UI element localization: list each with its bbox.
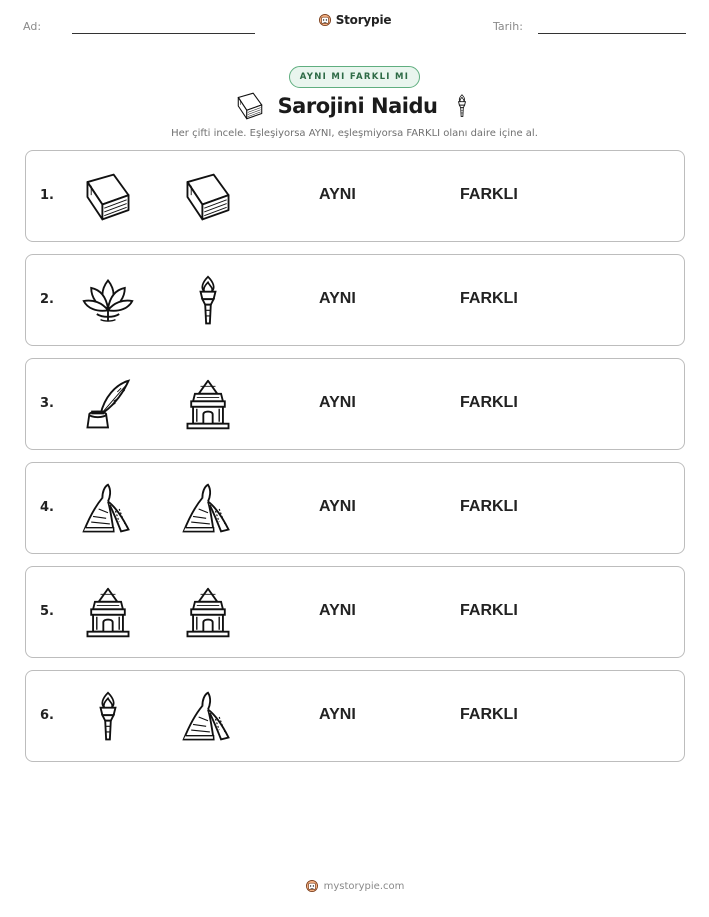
temple-icon — [80, 585, 136, 641]
question-number: 6. — [40, 708, 54, 723]
lotus-icon — [80, 273, 136, 329]
torch-icon — [449, 90, 475, 122]
activity-type-badge: AYNI MI FARKLI MI — [289, 66, 421, 88]
same-option[interactable]: AYNI — [319, 602, 356, 619]
different-option[interactable]: FARKLI — [460, 186, 518, 203]
different-option[interactable]: FARKLI — [460, 498, 518, 515]
book-icon — [234, 90, 266, 122]
same-option[interactable]: AYNI — [319, 186, 356, 203]
question-row — [25, 462, 685, 554]
footer-url: mystorypie.com — [323, 880, 405, 892]
footer — [0, 879, 709, 893]
title-row — [0, 90, 709, 122]
date-field[interactable] — [538, 33, 686, 34]
question-list — [25, 150, 685, 774]
brand-name: Storypie — [335, 13, 392, 27]
book-icon — [80, 169, 136, 225]
torch-icon — [180, 273, 236, 329]
same-option[interactable]: AYNI — [319, 394, 356, 411]
question-row — [25, 670, 685, 762]
different-option[interactable]: FARKLI — [460, 394, 518, 411]
mascot-icon — [305, 879, 319, 893]
saree-icon — [80, 481, 136, 537]
date-label: Tarih: — [493, 20, 523, 33]
question-number: 2. — [40, 292, 54, 307]
same-option[interactable]: AYNI — [319, 706, 356, 723]
brand-logo — [0, 13, 709, 27]
saree-icon — [180, 481, 236, 537]
same-option[interactable]: AYNI — [319, 290, 356, 307]
different-option[interactable]: FARKLI — [460, 602, 518, 619]
name-field[interactable] — [72, 33, 255, 34]
question-row — [25, 254, 685, 346]
question-number: 1. — [40, 188, 54, 203]
question-number: 5. — [40, 604, 54, 619]
same-option[interactable]: AYNI — [319, 498, 356, 515]
question-number: 4. — [40, 500, 54, 515]
question-row — [25, 358, 685, 450]
question-row — [25, 150, 685, 242]
quill-inkpot-icon — [80, 377, 136, 433]
temple-icon — [180, 377, 236, 433]
question-row — [25, 566, 685, 658]
torch-icon — [80, 689, 136, 745]
question-number: 3. — [40, 396, 54, 411]
name-label: Ad: — [23, 20, 42, 33]
temple-icon — [180, 585, 236, 641]
different-option[interactable]: FARKLI — [460, 706, 518, 723]
different-option[interactable]: FARKLI — [460, 290, 518, 307]
instructions: Her çifti incele. Eşleşiyorsa AYNI, eşleşmiyorsa FARKLI olanı daire içine al. — [171, 128, 538, 139]
page-title: Sarojini Naidu — [277, 94, 438, 118]
mascot-icon — [318, 13, 332, 27]
saree-icon — [180, 689, 236, 745]
book-icon — [180, 169, 236, 225]
